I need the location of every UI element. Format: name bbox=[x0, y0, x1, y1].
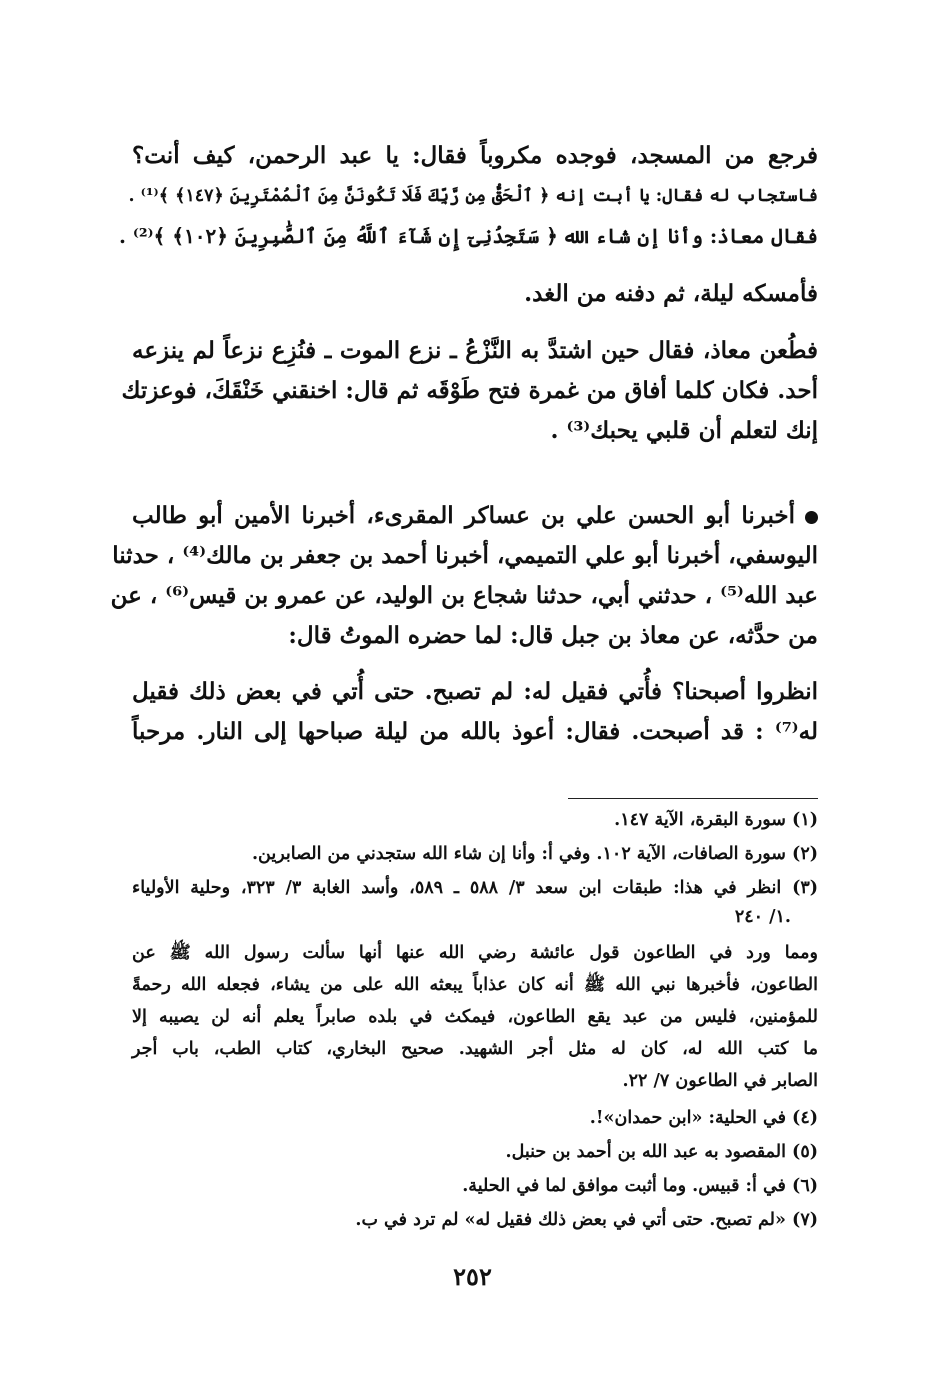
main-text-line: من حدَّثه، عن معاذ بن جبل قال: لما حضره الموتُ قال: bbox=[288, 622, 818, 649]
main-text-line: عبد الله⁽⁵⁾ ، حدثني أبي، حدثنا شجاع بن الوليد، عن عمرو بن قيس⁽⁶⁾ ، عن bbox=[110, 582, 818, 609]
main-text-line: فطُعن معاذ، فقال حين اشتدَّ به النَّزْعُ ـ نزع الموت ـ فنُزِع نزعاً لم ينزعه bbox=[132, 337, 818, 364]
footnote-3-cont: ١/ ٢٤٠. bbox=[734, 907, 791, 927]
footnote-3-extra: ومما ورد في الطاعون قول عائشة رضي الله عنها أنها سألت رسول الله ﷺ عن bbox=[132, 943, 818, 963]
footnote-separator bbox=[568, 798, 818, 799]
main-text-line: فاستجاب له فقال: يا أبت إنه ﴿ ٱلْحَقُّ مِن رَّبِّكَ فَلَا تَكُونَنَّ مِنَ ٱلْمُمْتَرِينَ ﴿١٤٧﴾ ﴾⁽¹⁾ . bbox=[128, 186, 818, 206]
main-text-line: إنك لتعلم أن قلبي يحبك⁽³⁾ . bbox=[550, 417, 818, 444]
page-number: ٢٥٢ bbox=[453, 1262, 492, 1291]
footnote-3: (٣) انظر في هذا: طبقات ابن سعد ٣/ ٥٨٨ ـ ٥٨٩، وأسد الغابة ٣/ ٣٢٣، وحلية الأولياء bbox=[132, 878, 819, 898]
footnote-3-extra: للمؤمنين، فليس من عبد يقع الطاعون، فيمكث في بلده صابراً يعلم أنه لن يصيبه إلا bbox=[132, 1007, 818, 1027]
main-text-line: له⁽⁷⁾ : قد أصبحت. فقال: أعوذ بالله من ليلة صباحها إلى النار. مرحباً bbox=[132, 718, 818, 745]
footnote-4: (٤) في الحلية: «ابن حمدان»!. bbox=[589, 1108, 818, 1128]
main-text-line: اليوسفي، أخبرنا أبو علي التميمي، أخبرنا أحمد بن جعفر بن مالك⁽⁴⁾ ، حدثنا bbox=[112, 542, 818, 569]
footnote-6: (٦) في أ: قبيس. وما أثبت موافق لما في الحلية. bbox=[462, 1176, 818, 1196]
footnote-2: (٢) سورة الصافات، الآية ١٠٢. وفي أ: وأنا إن شاء الله ستجدني من الصابرين. bbox=[251, 844, 818, 864]
main-text-line: فرجع من المسجد، فوجده مكروباً فقال: يا عبد الرحمن، كيف أنت؟ bbox=[132, 142, 818, 169]
footnote-1: (١) سورة البقرة، الآية ١٤٧. bbox=[614, 810, 818, 830]
footnote-5: (٥) المقصود به عبد الله بن أحمد بن حنبل. bbox=[505, 1142, 818, 1162]
main-text-line: أحد. فكان كلما أفاق من غمرة فتح طَوْقَه ثم قال: اخنقني خَنْقَكَ، فوعزتك bbox=[121, 377, 818, 404]
main-text-line: فقال معاذ: وأنا إن شاء الله ﴿ سَتَجِدُنِىٓ إِن شَآءَ ٱللَّهُ مِنَ ٱلصَّٰبِرِينَ ﴿١٠٢﴾ ﴾⁽²⁾ . bbox=[118, 224, 818, 248]
footnote-7: (٧) «لم تصبح. حتى أتي في بعض ذلك فقيل له» لم ترد في ب. bbox=[355, 1210, 818, 1230]
isnad-first-line bbox=[132, 500, 818, 532]
main-text-span: أخبرنا أبو الحسن علي بن عساكر المقرىء، أخبرنا الأمين أبو طالب bbox=[132, 502, 795, 529]
main-text-line: انظروا أصبحنا؟ فأُتي فقيل له: لم تصبح. حتى أُتي في بعض ذلك فقيل bbox=[132, 678, 818, 705]
footnote-3-extra: ما كتب الله له، كان له مثل أجر الشهيد. صحيح البخاري، كتاب الطب، باب أجر bbox=[132, 1039, 818, 1059]
bullet-icon bbox=[805, 511, 818, 524]
main-text-line: فأمسكه ليلة، ثم دفنه من الغد. bbox=[524, 280, 818, 307]
footnote-3-extra: الطاعون، فأخبرها نبي الله ﷺ أنه كان عذاباً يبعثه الله على من يشاء، فجعله الله رحمةً bbox=[132, 975, 818, 995]
footnote-3-extra: الصابر في الطاعون ٧/ ٢٢. bbox=[622, 1071, 818, 1091]
